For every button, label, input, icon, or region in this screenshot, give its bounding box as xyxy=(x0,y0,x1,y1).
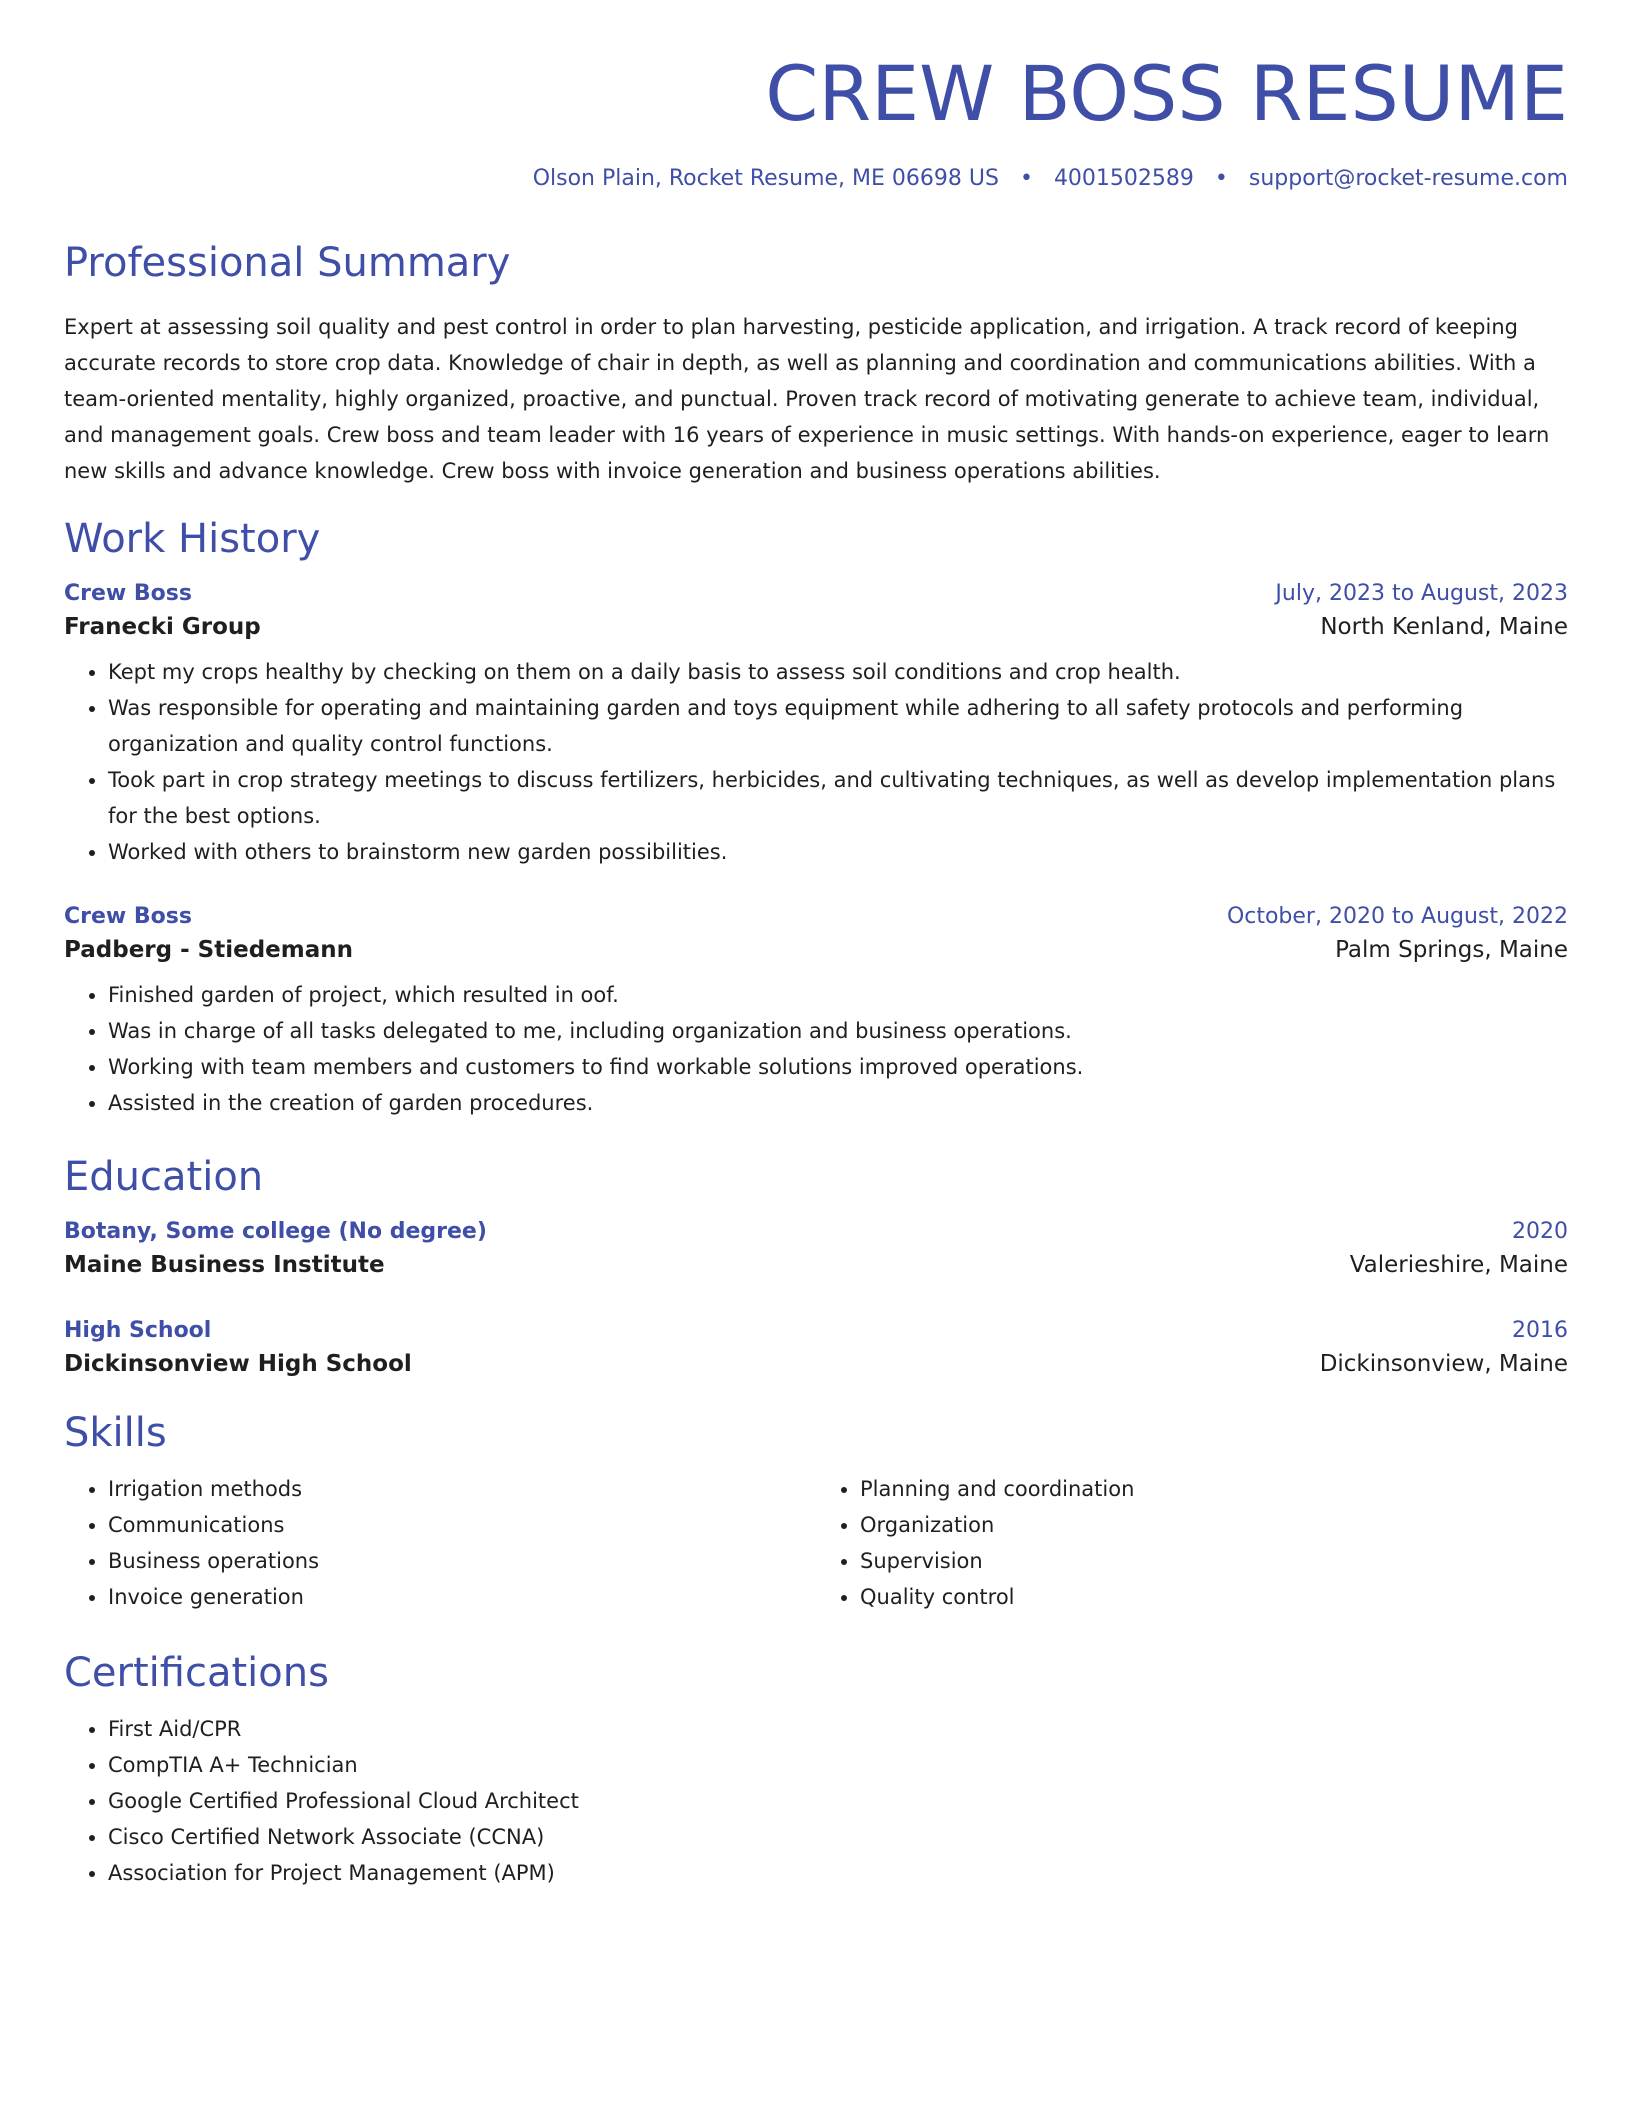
list-item: • Was responsible for operating and maintaining garden and toys equipment while adhering to all safety protocols and performing organization and quality control functions. xyxy=(108,690,1568,762)
skill-item: • Supervision xyxy=(860,1543,1568,1579)
skill-item: • Organization xyxy=(860,1507,1568,1543)
skill-item: • Business operations xyxy=(108,1543,816,1579)
job-company-row xyxy=(64,929,1568,963)
section-title-skills: Skills xyxy=(64,1409,167,1456)
job-entry xyxy=(64,904,1568,1121)
certifications-list xyxy=(64,1711,1568,1891)
list-item: • Finished garden of project, which resulted in oof. xyxy=(108,977,1568,1013)
skill-item: • Communications xyxy=(108,1507,816,1543)
certification-item: • Google Certified Professional Cloud Architect xyxy=(108,1783,1568,1819)
skill-item: • Irrigation methods xyxy=(108,1471,816,1507)
education-location: Dickinsonview, Maine xyxy=(1319,1350,1568,1377)
job-entry xyxy=(64,581,1568,870)
education-year: 2016 xyxy=(1512,1317,1568,1343)
phone: 4001502589 xyxy=(1053,165,1194,191)
job-role: Crew Boss xyxy=(64,580,192,606)
education-school: Maine Business Institute xyxy=(64,1251,385,1278)
separator-dot: • xyxy=(1019,165,1033,191)
certification-item: • First Aid/CPR xyxy=(108,1711,1568,1747)
list-item: • Assisted in the creation of garden procedures. xyxy=(108,1085,1568,1121)
list-item: • Kept my crops healthy by checking on them on a daily basis to assess soil conditions and crop health. xyxy=(108,654,1568,690)
section-title-work-history: Work History xyxy=(64,515,321,562)
certification-item: • CompTIA A+ Technician xyxy=(108,1747,1568,1783)
list-item: • Was in charge of all tasks delegated to me, including organization and business operations. xyxy=(108,1013,1568,1049)
education-header-row xyxy=(64,1318,1568,1343)
job-location: North Kenland, Maine xyxy=(1320,613,1568,640)
section-title-education: Education xyxy=(64,1153,264,1200)
section-title-summary: Professional Summary xyxy=(64,239,511,286)
skills-grid xyxy=(64,1471,1568,1615)
list-item: • Worked with others to brainstorm new garden possibilities. xyxy=(108,834,1568,870)
job-dates: July, 2023 to August, 2023 xyxy=(1275,580,1568,606)
job-role: Crew Boss xyxy=(64,903,192,929)
job-location: Palm Springs, Maine xyxy=(1335,936,1568,963)
list-item: • Working with team members and customers to find workable solutions improved operations. xyxy=(108,1049,1568,1085)
address: Olson Plain, Rocket Resume, ME 06698 US xyxy=(532,165,999,191)
job-bullets xyxy=(64,654,1568,870)
certification-item: • Cisco Certified Network Associate (CCNA) xyxy=(108,1819,1568,1855)
skill-item: • Quality control xyxy=(860,1579,1568,1615)
job-company-row xyxy=(64,606,1568,640)
job-bullets xyxy=(64,977,1568,1121)
education-degree: Botany, Some college (No degree) xyxy=(64,1218,487,1244)
skill-item: • Invoice generation xyxy=(108,1579,816,1615)
education-school: Dickinsonview High School xyxy=(64,1350,412,1377)
job-company: Padberg - Stiedemann xyxy=(64,936,353,963)
summary-text: Expert at assessing soil quality and pest control in order to plan harvesting, pesticide application, and irrigation. A track record of keeping accurate records to store crop data. Knowledge of chair in depth, as well as planning and coordination and communications abilities. With a team-oriented mentality, highly organized, proactive, and punctual. Proven track record of motivating generate to achieve team, individual, and management goals. Crew boss and team leader with 16 years of experience in music settings. With hands-on experience, eager to learn new skills and advance knowledge. Crew boss with invoice generation and business operations abilities. xyxy=(64,314,1550,483)
resume-title: CREW BOSS RESUME xyxy=(765,49,1568,138)
education-school-row xyxy=(64,1343,1568,1377)
skills-column-right xyxy=(816,1471,1568,1615)
job-dates: October, 2020 to August, 2022 xyxy=(1226,903,1568,929)
section-title-certifications: Certifications xyxy=(64,1649,329,1696)
skill-item: • Planning and coordination xyxy=(860,1471,1568,1507)
education-header-row xyxy=(64,1219,1568,1244)
contact-line xyxy=(64,166,1568,191)
job-company: Franecki Group xyxy=(64,613,261,640)
education-year: 2020 xyxy=(1512,1218,1568,1244)
education-entry xyxy=(64,1318,1568,1377)
skills-column-left xyxy=(64,1471,816,1615)
education-school-row xyxy=(64,1244,1568,1278)
list-item: • Took part in crop strategy meetings to discuss fertilizers, herbicides, and cultivating techniques, as well as develop implementation plans for the best options. xyxy=(108,762,1568,834)
education-location: Valerieshire, Maine xyxy=(1349,1251,1568,1278)
education-degree: High School xyxy=(64,1317,212,1343)
separator-dot: • xyxy=(1214,165,1228,191)
job-header-row xyxy=(64,904,1568,929)
job-header-row xyxy=(64,581,1568,606)
education-entry xyxy=(64,1219,1568,1278)
email-link[interactable]: support@rocket-resume.com xyxy=(1248,165,1568,191)
certification-item: • Association for Project Management (APM) xyxy=(108,1855,1568,1891)
